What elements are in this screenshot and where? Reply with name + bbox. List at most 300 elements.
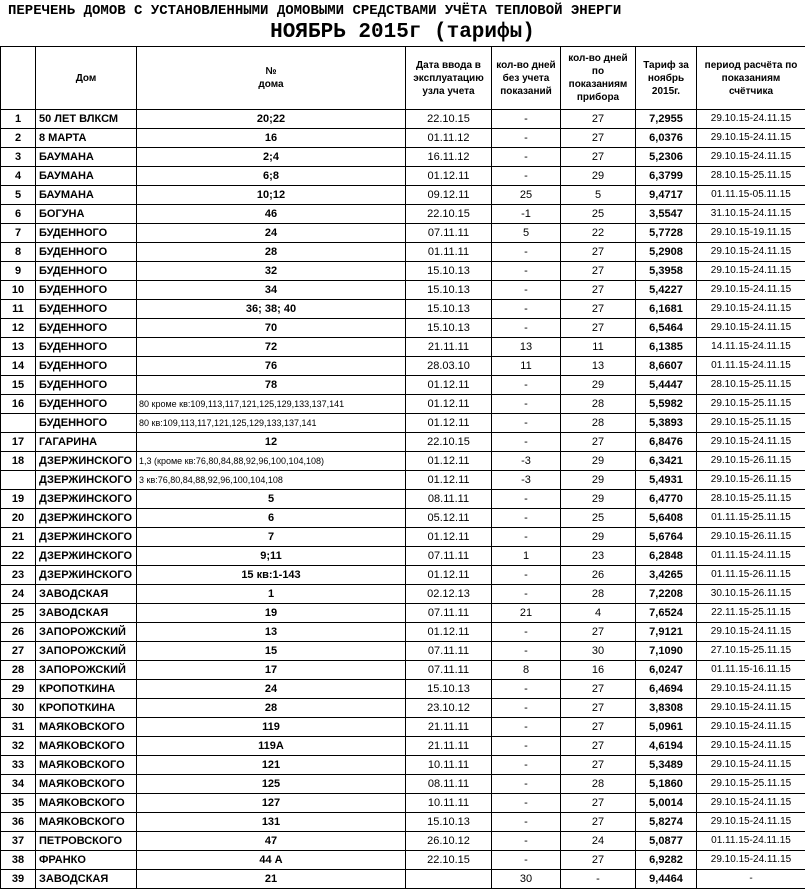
period-cell: 29.10.15-24.11.15 [697, 319, 805, 338]
days-without-meter-cell: - [492, 281, 561, 300]
date-cell: 15.10.13 [406, 319, 492, 338]
house-cell: 15 кв:1-143 [137, 566, 406, 585]
header-street: Дом [36, 47, 137, 110]
days-without-meter-cell: - [492, 585, 561, 604]
house-cell: 72 [137, 338, 406, 357]
period-cell: 29.10.15-24.11.15 [697, 813, 805, 832]
period-cell: 27.10.15-25.11.15 [697, 642, 805, 661]
days-with-meter-cell: 5 [561, 186, 636, 205]
table-row [1, 775, 805, 794]
tariff-cell: 8,6607 [636, 357, 697, 376]
table-row [1, 262, 805, 281]
date-cell: 07.11.11 [406, 642, 492, 661]
period-cell: 22.11.15-25.11.15 [697, 604, 805, 623]
tariff-cell: 5,3958 [636, 262, 697, 281]
days-without-meter-cell: - [492, 775, 561, 794]
date-cell [406, 870, 492, 889]
table-row [1, 167, 805, 186]
tariff-cell: 7,1090 [636, 642, 697, 661]
row-number: 10 [1, 281, 36, 300]
street-cell: БАУМАНА [36, 167, 137, 186]
tariff-cell: 6,3799 [636, 167, 697, 186]
tariff-cell: 6,0376 [636, 129, 697, 148]
row-number: 8 [1, 243, 36, 262]
row-number: 27 [1, 642, 36, 661]
days-without-meter-cell: - [492, 262, 561, 281]
house-cell: 34 [137, 281, 406, 300]
street-cell: МАЯКОВСКОГО [36, 813, 137, 832]
table-row [1, 870, 805, 889]
days-with-meter-cell: 27 [561, 718, 636, 737]
date-cell: 01.11.12 [406, 129, 492, 148]
row-number: 19 [1, 490, 36, 509]
period-cell: 01.11.15-24.11.15 [697, 832, 805, 851]
tariff-cell: 5,4447 [636, 376, 697, 395]
row-number: 31 [1, 718, 36, 737]
days-without-meter-cell: 21 [492, 604, 561, 623]
days-with-meter-cell: 4 [561, 604, 636, 623]
house-cell: 76 [137, 357, 406, 376]
days-with-meter-cell: 25 [561, 205, 636, 224]
street-cell: 8 МАРТА [36, 129, 137, 148]
tariff-cell: 6,1385 [636, 338, 697, 357]
date-cell: 21.11.11 [406, 718, 492, 737]
street-cell: КРОПОТКИНА [36, 699, 137, 718]
period-cell: 29.10.15-25.11.15 [697, 395, 805, 414]
row-number: 35 [1, 794, 36, 813]
date-cell: 15.10.13 [406, 300, 492, 319]
period-cell: 29.10.15-24.11.15 [697, 756, 805, 775]
date-cell: 22.10.15 [406, 851, 492, 870]
row-number: 28 [1, 661, 36, 680]
row-number: 17 [1, 433, 36, 452]
street-cell: ДЗЕРЖИНСКОГО [36, 566, 137, 585]
row-number: 20 [1, 509, 36, 528]
days-with-meter-cell: 27 [561, 148, 636, 167]
table-row [1, 148, 805, 167]
date-cell: 21.11.11 [406, 737, 492, 756]
tariff-cell: 6,3421 [636, 452, 697, 471]
table-row [1, 737, 805, 756]
days-with-meter-cell: 27 [561, 813, 636, 832]
table-row [1, 433, 805, 452]
row-number: 22 [1, 547, 36, 566]
street-cell: ЗАВОДСКАЯ [36, 604, 137, 623]
street-cell: БУДЕННОГО [36, 319, 137, 338]
period-cell: 29.10.15-24.11.15 [697, 129, 805, 148]
house-cell: 28 [137, 243, 406, 262]
house-cell: 5 [137, 490, 406, 509]
house-cell: 1,3 (кроме кв:76,80,84,88,92,96,100,104,108) [137, 452, 406, 471]
table-row [1, 851, 805, 870]
date-cell: 01.12.11 [406, 623, 492, 642]
date-cell: 07.11.11 [406, 547, 492, 566]
street-cell: БУДЕННОГО [36, 224, 137, 243]
date-cell: 01.12.11 [406, 528, 492, 547]
house-cell: 3 кв:76,80,84,88,92,96,100,104,108 [137, 471, 406, 490]
street-cell: БУДЕННОГО [36, 395, 137, 414]
date-cell: 05.12.11 [406, 509, 492, 528]
table-row [1, 718, 805, 737]
period-cell: 29.10.15-26.11.15 [697, 471, 805, 490]
street-cell: МАЯКОВСКОГО [36, 756, 137, 775]
street-cell: ДЗЕРЖИНСКОГО [36, 547, 137, 566]
days-without-meter-cell: 1 [492, 547, 561, 566]
date-cell: 08.11.11 [406, 490, 492, 509]
street-cell: БАУМАНА [36, 148, 137, 167]
table-row [1, 604, 805, 623]
street-cell: ЗАПОРОЖСКИЙ [36, 642, 137, 661]
table-row [1, 205, 805, 224]
tariff-cell: 5,8274 [636, 813, 697, 832]
row-number: 25 [1, 604, 36, 623]
tariff-cell: 5,6764 [636, 528, 697, 547]
period-cell: 01.11.15-26.11.15 [697, 566, 805, 585]
row-number: 33 [1, 756, 36, 775]
row-number: 7 [1, 224, 36, 243]
tariff-cell: 5,2908 [636, 243, 697, 262]
days-with-meter-cell: 27 [561, 319, 636, 338]
days-without-meter-cell: 30 [492, 870, 561, 889]
days-with-meter-cell: 25 [561, 509, 636, 528]
house-cell: 9;11 [137, 547, 406, 566]
days-with-meter-cell: - [561, 870, 636, 889]
table-row [1, 585, 805, 604]
period-cell: 29.10.15-24.11.15 [697, 243, 805, 262]
row-number: 38 [1, 851, 36, 870]
period-cell: 29.10.15-19.11.15 [697, 224, 805, 243]
period-cell: 29.10.15-24.11.15 [697, 737, 805, 756]
house-cell: 80 кроме кв:109,113,117,121,125,129,133,137,141 [137, 395, 406, 414]
period-cell: 01.11.15-05.11.15 [697, 186, 805, 205]
days-without-meter-cell: 25 [492, 186, 561, 205]
tariff-cell: 5,4931 [636, 471, 697, 490]
days-without-meter-cell: - [492, 490, 561, 509]
days-without-meter-cell: - [492, 167, 561, 186]
street-cell: ЗАПОРОЖСКИЙ [36, 623, 137, 642]
days-without-meter-cell: - [492, 129, 561, 148]
date-cell: 10.11.11 [406, 794, 492, 813]
tariff-cell: 5,2306 [636, 148, 697, 167]
house-cell: 121 [137, 756, 406, 775]
street-cell: ЗАВОДСКАЯ [36, 870, 137, 889]
house-cell: 24 [137, 224, 406, 243]
days-with-meter-cell: 28 [561, 414, 636, 433]
tariff-cell: 5,6408 [636, 509, 697, 528]
table-row [1, 528, 805, 547]
days-with-meter-cell: 26 [561, 566, 636, 585]
date-cell: 08.11.11 [406, 775, 492, 794]
tariff-cell: 5,0014 [636, 794, 697, 813]
street-cell: МАЯКОВСКОГО [36, 775, 137, 794]
period-cell: 29.10.15-24.11.15 [697, 718, 805, 737]
period-cell: 29.10.15-26.11.15 [697, 452, 805, 471]
houses-table [0, 46, 805, 889]
period-cell: 29.10.15-24.11.15 [697, 281, 805, 300]
row-number: 32 [1, 737, 36, 756]
house-cell: 119А [137, 737, 406, 756]
table-row [1, 186, 805, 205]
row-number: 2 [1, 129, 36, 148]
house-cell: 21 [137, 870, 406, 889]
date-cell: 07.11.11 [406, 224, 492, 243]
row-number: 6 [1, 205, 36, 224]
row-number: 36 [1, 813, 36, 832]
row-number: 24 [1, 585, 36, 604]
days-without-meter-cell: - [492, 737, 561, 756]
days-without-meter-cell: - [492, 832, 561, 851]
days-without-meter-cell: - [492, 794, 561, 813]
tariff-cell: 6,9282 [636, 851, 697, 870]
tariff-cell: 7,2208 [636, 585, 697, 604]
days-with-meter-cell: 28 [561, 395, 636, 414]
period-cell: 29.10.15-24.11.15 [697, 794, 805, 813]
days-with-meter-cell: 27 [561, 300, 636, 319]
tariff-cell: 6,0247 [636, 661, 697, 680]
date-cell: 15.10.13 [406, 813, 492, 832]
table-row [1, 129, 805, 148]
house-cell: 36; 38; 40 [137, 300, 406, 319]
header-house: № дома [137, 47, 406, 110]
house-cell: 119 [137, 718, 406, 737]
days-with-meter-cell: 30 [561, 642, 636, 661]
days-with-meter-cell: 29 [561, 376, 636, 395]
house-cell: 125 [137, 775, 406, 794]
period-cell: 29.10.15-24.11.15 [697, 110, 805, 129]
days-without-meter-cell: - [492, 756, 561, 775]
days-with-meter-cell: 29 [561, 452, 636, 471]
tariff-cell: 3,5547 [636, 205, 697, 224]
street-cell: МАЯКОВСКОГО [36, 718, 137, 737]
table-row [1, 566, 805, 585]
days-without-meter-cell: - [492, 433, 561, 452]
row-number: 12 [1, 319, 36, 338]
street-cell: БУДЕННОГО [36, 357, 137, 376]
table-row [1, 452, 805, 471]
tariff-cell: 6,8476 [636, 433, 697, 452]
period-cell: 30.10.15-26.11.15 [697, 585, 805, 604]
street-cell: ДЗЕРЖИНСКОГО [36, 509, 137, 528]
house-cell: 131 [137, 813, 406, 832]
row-number: 18 [1, 452, 36, 471]
street-cell: БУДЕННОГО [36, 281, 137, 300]
days-without-meter-cell: - [492, 414, 561, 433]
days-with-meter-cell: 27 [561, 680, 636, 699]
table-row [1, 661, 805, 680]
tariff-cell: 5,3489 [636, 756, 697, 775]
row-number: 29 [1, 680, 36, 699]
date-cell: 22.10.15 [406, 433, 492, 452]
period-cell: 01.11.15-24.11.15 [697, 357, 805, 376]
row-number: 9 [1, 262, 36, 281]
period-cell: 29.10.15-25.11.15 [697, 775, 805, 794]
period-cell: 29.10.15-26.11.15 [697, 528, 805, 547]
date-cell: 23.10.12 [406, 699, 492, 718]
days-with-meter-cell: 24 [561, 832, 636, 851]
date-cell: 15.10.13 [406, 281, 492, 300]
street-cell: БУДЕННОГО [36, 338, 137, 357]
street-cell: БУДЕННОГО [36, 262, 137, 281]
document-title: ПЕРЕЧЕНЬ ДОМОВ С УСТАНОВЛЕННЫМИ ДОМОВЫМИ СРЕДСТВАМИ УЧЁТА ТЕПЛОВОЙ ЭНЕРГИ [0, 2, 805, 20]
tariff-cell: 5,4227 [636, 281, 697, 300]
days-without-meter-cell: - [492, 623, 561, 642]
days-with-meter-cell: 28 [561, 775, 636, 794]
street-cell: БУДЕННОГО [36, 414, 137, 433]
street-cell: БОГУНА [36, 205, 137, 224]
row-number [1, 414, 36, 433]
table-row [1, 281, 805, 300]
date-cell: 02.12.13 [406, 585, 492, 604]
table-row [1, 680, 805, 699]
period-cell: 29.10.15-24.11.15 [697, 300, 805, 319]
tariff-cell: 7,9121 [636, 623, 697, 642]
header-period: период расчёта по показаниям счётчика [697, 47, 805, 110]
tariff-cell: 6,4770 [636, 490, 697, 509]
header-tariff: Тариф за ноябрь 2015г. [636, 47, 697, 110]
period-cell: 28.10.15-25.11.15 [697, 490, 805, 509]
street-cell: КРОПОТКИНА [36, 680, 137, 699]
table-row [1, 300, 805, 319]
days-with-meter-cell: 22 [561, 224, 636, 243]
house-cell: 32 [137, 262, 406, 281]
table-body [1, 110, 805, 889]
days-with-meter-cell: 23 [561, 547, 636, 566]
table-row [1, 756, 805, 775]
period-cell: 01.11.15-16.11.15 [697, 661, 805, 680]
days-without-meter-cell: - [492, 699, 561, 718]
period-cell: 29.10.15-25.11.15 [697, 414, 805, 433]
house-cell: 15 [137, 642, 406, 661]
row-number: 15 [1, 376, 36, 395]
days-with-meter-cell: 27 [561, 243, 636, 262]
tariff-cell: 5,7728 [636, 224, 697, 243]
street-cell: ФРАНКО [36, 851, 137, 870]
days-with-meter-cell: 27 [561, 129, 636, 148]
house-cell: 44 А [137, 851, 406, 870]
days-without-meter-cell: - [492, 566, 561, 585]
days-with-meter-cell: 29 [561, 167, 636, 186]
period-cell: 14.11.15-24.11.15 [697, 338, 805, 357]
house-cell: 7 [137, 528, 406, 547]
date-cell: 16.11.12 [406, 148, 492, 167]
days-with-meter-cell: 29 [561, 528, 636, 547]
house-cell: 6;8 [137, 167, 406, 186]
row-number: 26 [1, 623, 36, 642]
tariff-cell: 3,4265 [636, 566, 697, 585]
days-without-meter-cell: -1 [492, 205, 561, 224]
period-cell: 01.11.15-24.11.15 [697, 547, 805, 566]
table-row [1, 832, 805, 851]
period-cell: 29.10.15-24.11.15 [697, 433, 805, 452]
days-without-meter-cell: - [492, 813, 561, 832]
date-cell: 26.10.12 [406, 832, 492, 851]
days-with-meter-cell: 27 [561, 699, 636, 718]
days-with-meter-cell: 29 [561, 490, 636, 509]
table-row [1, 509, 805, 528]
street-cell: ПЕТРОВСКОГО [36, 832, 137, 851]
days-without-meter-cell: - [492, 680, 561, 699]
house-cell: 6 [137, 509, 406, 528]
days-with-meter-cell: 27 [561, 737, 636, 756]
table-row [1, 642, 805, 661]
days-without-meter-cell: - [492, 319, 561, 338]
table-header-row [1, 47, 805, 110]
date-cell: 01.12.11 [406, 167, 492, 186]
days-without-meter-cell: - [492, 718, 561, 737]
period-cell: - [697, 870, 805, 889]
row-number: 4 [1, 167, 36, 186]
street-cell: БАУМАНА [36, 186, 137, 205]
days-with-meter-cell: 27 [561, 851, 636, 870]
tariff-cell: 5,3893 [636, 414, 697, 433]
house-cell: 10;12 [137, 186, 406, 205]
days-with-meter-cell: 27 [561, 756, 636, 775]
days-with-meter-cell: 28 [561, 585, 636, 604]
period-cell: 28.10.15-25.11.15 [697, 167, 805, 186]
days-without-meter-cell: - [492, 395, 561, 414]
date-cell: 21.11.11 [406, 338, 492, 357]
date-cell: 01.11.11 [406, 243, 492, 262]
period-cell: 28.10.15-25.11.15 [697, 376, 805, 395]
table-row [1, 471, 805, 490]
tariff-cell: 9,4717 [636, 186, 697, 205]
row-number: 1 [1, 110, 36, 129]
tariff-cell: 7,6524 [636, 604, 697, 623]
house-cell: 16 [137, 129, 406, 148]
house-cell: 127 [137, 794, 406, 813]
days-without-meter-cell: - [492, 509, 561, 528]
tariff-cell: 9,4464 [636, 870, 697, 889]
date-cell: 01.12.11 [406, 452, 492, 471]
days-without-meter-cell: 8 [492, 661, 561, 680]
date-cell: 01.12.11 [406, 395, 492, 414]
tariff-cell: 5,5982 [636, 395, 697, 414]
period-cell: 29.10.15-24.11.15 [697, 851, 805, 870]
house-cell: 70 [137, 319, 406, 338]
tariff-cell: 5,0877 [636, 832, 697, 851]
period-cell: 29.10.15-24.11.15 [697, 623, 805, 642]
street-cell: БУДЕННОГО [36, 376, 137, 395]
table-row [1, 490, 805, 509]
table-row [1, 376, 805, 395]
table-row [1, 319, 805, 338]
days-without-meter-cell: - [492, 642, 561, 661]
tariff-cell: 6,2848 [636, 547, 697, 566]
row-number: 13 [1, 338, 36, 357]
street-cell: БУДЕННОГО [36, 300, 137, 319]
days-without-meter-cell: - [492, 528, 561, 547]
days-with-meter-cell: 27 [561, 110, 636, 129]
tariff-cell: 7,2955 [636, 110, 697, 129]
table-row [1, 623, 805, 642]
date-cell: 15.10.13 [406, 680, 492, 699]
row-number: 16 [1, 395, 36, 414]
table-row [1, 338, 805, 357]
header-date: Дата ввода в эксплуатацию узла учета [406, 47, 492, 110]
days-with-meter-cell: 27 [561, 281, 636, 300]
date-cell: 07.11.11 [406, 604, 492, 623]
street-cell: МАЯКОВСКОГО [36, 794, 137, 813]
row-number: 14 [1, 357, 36, 376]
days-without-meter-cell: - [492, 110, 561, 129]
street-cell: ДЗЕРЖИНСКОГО [36, 471, 137, 490]
days-without-meter-cell: - [492, 148, 561, 167]
date-cell: 01.12.11 [406, 414, 492, 433]
days-without-meter-cell: 13 [492, 338, 561, 357]
period-cell: 29.10.15-24.11.15 [697, 262, 805, 281]
days-with-meter-cell: 29 [561, 471, 636, 490]
house-cell: 28 [137, 699, 406, 718]
